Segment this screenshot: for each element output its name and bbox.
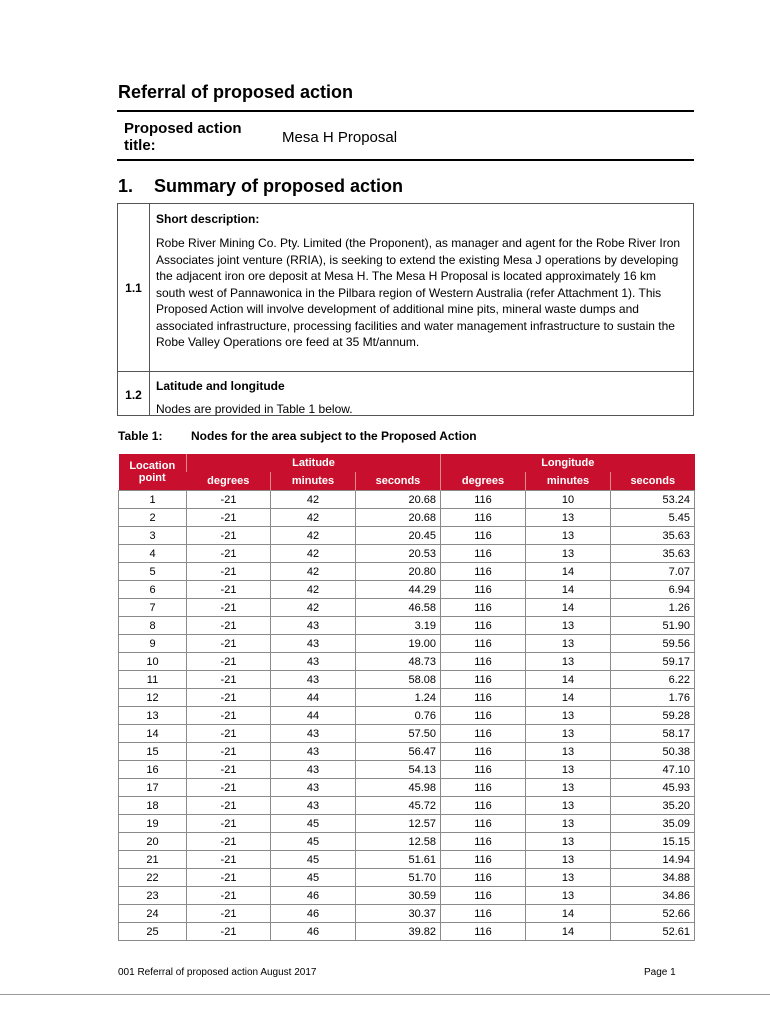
- cell-long-minutes: 13: [526, 779, 611, 797]
- cell-long-minutes: 13: [526, 545, 611, 563]
- cell-long-seconds: 50.38: [611, 743, 695, 761]
- cell-lat-minutes: 43: [271, 617, 356, 635]
- cell-location-point: 17: [119, 779, 187, 797]
- section-title: Summary of proposed action: [154, 176, 404, 196]
- cell-long-degrees: 116: [441, 671, 526, 689]
- cell-location-point: 9: [119, 635, 187, 653]
- cell-long-degrees: 116: [441, 635, 526, 653]
- cell-long-minutes: 14: [526, 581, 611, 599]
- cell-lat-seconds: 46.58: [356, 599, 441, 617]
- cell-lat-degrees: -21: [187, 761, 271, 779]
- cell-long-minutes: 13: [526, 635, 611, 653]
- table-row: [119, 653, 695, 671]
- cell-lat-seconds: 44.29: [356, 581, 441, 599]
- cell-long-degrees: 116: [441, 581, 526, 599]
- cell-long-seconds: 34.86: [611, 887, 695, 905]
- cell-lat-seconds: 51.70: [356, 869, 441, 887]
- table-row: [119, 509, 695, 527]
- cell-long-minutes: 14: [526, 905, 611, 923]
- cell-long-degrees: 116: [441, 617, 526, 635]
- cell-long-degrees: 116: [441, 653, 526, 671]
- summary-row-divider: [118, 371, 693, 372]
- table-row: [119, 905, 695, 923]
- cell-location-point: 15: [119, 743, 187, 761]
- cell-long-minutes: 13: [526, 617, 611, 635]
- cell-long-minutes: 13: [526, 743, 611, 761]
- cell-long-seconds: 59.17: [611, 653, 695, 671]
- cell-lat-seconds: 20.45: [356, 527, 441, 545]
- cell-long-minutes: 13: [526, 653, 611, 671]
- cell-lat-degrees: -21: [187, 617, 271, 635]
- cell-long-degrees: 116: [441, 923, 526, 941]
- table-row: [119, 869, 695, 887]
- table-row: [119, 725, 695, 743]
- cell-lat-seconds: 19.00: [356, 635, 441, 653]
- cell-long-minutes: 14: [526, 689, 611, 707]
- proposed-action-value: Mesa H Proposal: [282, 129, 398, 146]
- cell-long-minutes: 13: [526, 851, 611, 869]
- table-row: [119, 797, 695, 815]
- cell-lat-degrees: -21: [187, 509, 271, 527]
- header-long-seconds: seconds: [611, 472, 695, 491]
- cell-lat-degrees: -21: [187, 689, 271, 707]
- cell-location-point: 19: [119, 815, 187, 833]
- cell-long-seconds: 15.15: [611, 833, 695, 851]
- cell-lat-minutes: 45: [271, 869, 356, 887]
- cell-location-point: 2: [119, 509, 187, 527]
- cell-lat-seconds: 51.61: [356, 851, 441, 869]
- cell-lat-minutes: 43: [271, 671, 356, 689]
- footer-document-name: 001 Referral of proposed action August 2017: [118, 967, 317, 978]
- cell-long-seconds: 45.93: [611, 779, 695, 797]
- table-row: [119, 923, 695, 941]
- footer-rule: [0, 994, 770, 995]
- proposed-action-block: [117, 110, 694, 161]
- cell-location-point: 21: [119, 851, 187, 869]
- cell-location-point: 23: [119, 887, 187, 905]
- table-row: [119, 743, 695, 761]
- nodes-table: [118, 454, 695, 941]
- short-description-text: Robe River Mining Co. Pty. Limited (the Proponent), as manager and agent for the Robe River Iron Associates joint venture (RRIA), is seeking to extend the existing Mesa J operations by developing the adjacent iron ore deposit at Mesa H. The Mesa H Proposal is located approximately 16 km south west of Pannawonica in the Pilbara region of Western Australia (refer Attachment 1). This Proposed Action will involve development of additional mine pits, mineral waste dumps and associated infrastructure, processing facilities and water management infrastructure to sustain the Robe Valley Operations ore feed at 35 Mt/annum.: [156, 236, 681, 349]
- cell-long-seconds: 6.94: [611, 581, 695, 599]
- cell-lat-minutes: 43: [271, 725, 356, 743]
- table-row: [119, 599, 695, 617]
- cell-lat-seconds: 1.24: [356, 689, 441, 707]
- cell-long-degrees: 116: [441, 689, 526, 707]
- cell-long-degrees: 116: [441, 815, 526, 833]
- header-lat-degrees: degrees: [187, 472, 271, 491]
- cell-location-point: 24: [119, 905, 187, 923]
- table-row: [119, 689, 695, 707]
- cell-location-point: 3: [119, 527, 187, 545]
- cell-location-point: 11: [119, 671, 187, 689]
- cell-location-point: 16: [119, 761, 187, 779]
- cell-lat-seconds: 20.68: [356, 509, 441, 527]
- cell-lat-minutes: 42: [271, 491, 356, 509]
- header-lat-minutes: minutes: [271, 472, 356, 491]
- cell-long-degrees: 116: [441, 887, 526, 905]
- item-number-1-1: 1.1: [125, 281, 142, 295]
- footer-page-number: Page 1: [644, 967, 676, 978]
- cell-location-point: 7: [119, 599, 187, 617]
- cell-lat-degrees: -21: [187, 923, 271, 941]
- cell-long-seconds: 52.66: [611, 905, 695, 923]
- cell-lat-minutes: 46: [271, 923, 356, 941]
- cell-long-minutes: 13: [526, 869, 611, 887]
- cell-long-seconds: 5.45: [611, 509, 695, 527]
- cell-lat-degrees: -21: [187, 797, 271, 815]
- cell-lat-degrees: -21: [187, 653, 271, 671]
- cell-lat-minutes: 42: [271, 545, 356, 563]
- cell-long-seconds: 35.09: [611, 815, 695, 833]
- cell-lat-minutes: 46: [271, 887, 356, 905]
- cell-lat-minutes: 43: [271, 635, 356, 653]
- cell-long-seconds: 52.61: [611, 923, 695, 941]
- cell-long-seconds: 34.88: [611, 869, 695, 887]
- cell-long-minutes: 14: [526, 671, 611, 689]
- cell-lat-seconds: 20.80: [356, 563, 441, 581]
- cell-long-minutes: 14: [526, 563, 611, 581]
- cell-lat-seconds: 20.68: [356, 491, 441, 509]
- section-heading: [118, 176, 403, 197]
- table-header-row: [119, 454, 695, 472]
- cell-lat-minutes: 42: [271, 581, 356, 599]
- cell-lat-minutes: 43: [271, 797, 356, 815]
- cell-long-degrees: 116: [441, 761, 526, 779]
- cell-lat-degrees: -21: [187, 581, 271, 599]
- cell-lat-degrees: -21: [187, 671, 271, 689]
- cell-lat-degrees: -21: [187, 527, 271, 545]
- header-latitude: Latitude: [187, 454, 441, 472]
- document-title: Referral of proposed action: [118, 82, 354, 102]
- cell-long-degrees: 116: [441, 527, 526, 545]
- cell-lat-minutes: 45: [271, 815, 356, 833]
- cell-long-seconds: 59.56: [611, 635, 695, 653]
- header-long-minutes: minutes: [526, 472, 611, 491]
- cell-lat-minutes: 42: [271, 599, 356, 617]
- table-caption-number: Table 1:: [118, 429, 163, 443]
- cell-lat-seconds: 20.53: [356, 545, 441, 563]
- cell-lat-seconds: 48.73: [356, 653, 441, 671]
- cell-lat-degrees: -21: [187, 635, 271, 653]
- lat-long-text: Nodes are provided in Table 1 below.: [156, 402, 353, 416]
- cell-lat-minutes: 42: [271, 563, 356, 581]
- cell-long-seconds: 35.63: [611, 545, 695, 563]
- cell-lat-seconds: 45.98: [356, 779, 441, 797]
- cell-lat-seconds: 0.76: [356, 707, 441, 725]
- cell-lat-seconds: 45.72: [356, 797, 441, 815]
- header-location-point: Location point: [119, 454, 187, 491]
- cell-lat-minutes: 45: [271, 851, 356, 869]
- cell-lat-minutes: 43: [271, 779, 356, 797]
- table-caption-title: Nodes for the area subject to the Proposed Action: [191, 429, 477, 443]
- cell-lat-seconds: 57.50: [356, 725, 441, 743]
- cell-lat-seconds: 12.58: [356, 833, 441, 851]
- cell-lat-minutes: 43: [271, 761, 356, 779]
- cell-lat-seconds: 3.19: [356, 617, 441, 635]
- cell-lat-seconds: 39.82: [356, 923, 441, 941]
- cell-long-minutes: 13: [526, 707, 611, 725]
- cell-lat-seconds: 30.37: [356, 905, 441, 923]
- table-row: [119, 851, 695, 869]
- cell-long-seconds: 1.76: [611, 689, 695, 707]
- cell-long-degrees: 116: [441, 779, 526, 797]
- cell-lat-minutes: 44: [271, 689, 356, 707]
- cell-long-degrees: 116: [441, 725, 526, 743]
- cell-lat-minutes: 43: [271, 653, 356, 671]
- cell-lat-seconds: 56.47: [356, 743, 441, 761]
- cell-long-minutes: 13: [526, 725, 611, 743]
- cell-long-seconds: 51.90: [611, 617, 695, 635]
- cell-lat-degrees: -21: [187, 833, 271, 851]
- cell-long-seconds: 14.94: [611, 851, 695, 869]
- cell-long-degrees: 116: [441, 509, 526, 527]
- cell-location-point: 20: [119, 833, 187, 851]
- cell-long-minutes: 14: [526, 599, 611, 617]
- cell-lat-seconds: 58.08: [356, 671, 441, 689]
- table-row: [119, 761, 695, 779]
- cell-lat-minutes: 42: [271, 509, 356, 527]
- table-row: [119, 563, 695, 581]
- table-row: [119, 581, 695, 599]
- cell-location-point: 10: [119, 653, 187, 671]
- cell-location-point: 12: [119, 689, 187, 707]
- table-row: [119, 545, 695, 563]
- cell-long-degrees: 116: [441, 563, 526, 581]
- table-row: [119, 671, 695, 689]
- cell-lat-minutes: 42: [271, 527, 356, 545]
- cell-long-degrees: 116: [441, 743, 526, 761]
- cell-lat-degrees: -21: [187, 905, 271, 923]
- lat-long-label: Latitude and longitude: [156, 379, 285, 393]
- cell-long-minutes: 13: [526, 815, 611, 833]
- nodes-table-body: [119, 491, 695, 941]
- proposed-action-label: Proposed action title:: [124, 120, 242, 154]
- cell-long-degrees: 116: [441, 545, 526, 563]
- table-row: [119, 635, 695, 653]
- table-row: [119, 617, 695, 635]
- cell-lat-seconds: 54.13: [356, 761, 441, 779]
- cell-lat-minutes: 45: [271, 833, 356, 851]
- cell-lat-degrees: -21: [187, 743, 271, 761]
- cell-location-point: 14: [119, 725, 187, 743]
- cell-long-seconds: 58.17: [611, 725, 695, 743]
- table-row: [119, 707, 695, 725]
- section-number: 1.: [118, 176, 134, 196]
- cell-lat-degrees: -21: [187, 815, 271, 833]
- cell-location-point: 6: [119, 581, 187, 599]
- cell-lat-minutes: 43: [271, 743, 356, 761]
- cell-long-minutes: 14: [526, 923, 611, 941]
- cell-long-minutes: 13: [526, 887, 611, 905]
- header-longitude: Longitude: [441, 454, 695, 472]
- cell-long-minutes: 13: [526, 797, 611, 815]
- cell-lat-degrees: -21: [187, 851, 271, 869]
- cell-lat-seconds: 30.59: [356, 887, 441, 905]
- cell-location-point: 25: [119, 923, 187, 941]
- short-description-label: Short description:: [156, 212, 260, 226]
- cell-lat-degrees: -21: [187, 725, 271, 743]
- cell-long-degrees: 116: [441, 797, 526, 815]
- cell-long-minutes: 13: [526, 761, 611, 779]
- table-row: [119, 491, 695, 509]
- cell-location-point: 4: [119, 545, 187, 563]
- cell-lat-minutes: 46: [271, 905, 356, 923]
- cell-lat-degrees: -21: [187, 491, 271, 509]
- cell-long-degrees: 116: [441, 851, 526, 869]
- cell-long-minutes: 13: [526, 833, 611, 851]
- cell-location-point: 5: [119, 563, 187, 581]
- cell-long-seconds: 53.24: [611, 491, 695, 509]
- cell-long-degrees: 116: [441, 869, 526, 887]
- table-row: [119, 815, 695, 833]
- cell-location-point: 22: [119, 869, 187, 887]
- cell-location-point: 13: [119, 707, 187, 725]
- cell-lat-degrees: -21: [187, 779, 271, 797]
- cell-lat-degrees: -21: [187, 545, 271, 563]
- table-row: [119, 527, 695, 545]
- cell-long-seconds: 35.63: [611, 527, 695, 545]
- table-row: [119, 833, 695, 851]
- cell-location-point: 8: [119, 617, 187, 635]
- header-long-degrees: degrees: [441, 472, 526, 491]
- header-lat-seconds: seconds: [356, 472, 441, 491]
- cell-long-seconds: 47.10: [611, 761, 695, 779]
- cell-lat-seconds: 12.57: [356, 815, 441, 833]
- cell-lat-degrees: -21: [187, 563, 271, 581]
- cell-lat-degrees: -21: [187, 887, 271, 905]
- cell-long-seconds: 6.22: [611, 671, 695, 689]
- cell-long-degrees: 116: [441, 905, 526, 923]
- cell-long-degrees: 116: [441, 833, 526, 851]
- cell-long-degrees: 116: [441, 707, 526, 725]
- item-number-1-2: 1.2: [125, 388, 142, 402]
- summary-column-divider: [149, 204, 150, 415]
- cell-long-seconds: 59.28: [611, 707, 695, 725]
- table-row: [119, 887, 695, 905]
- table-row: [119, 779, 695, 797]
- cell-lat-degrees: -21: [187, 707, 271, 725]
- cell-long-seconds: 35.20: [611, 797, 695, 815]
- summary-table: [117, 203, 694, 416]
- cell-lat-degrees: -21: [187, 869, 271, 887]
- cell-long-seconds: 7.07: [611, 563, 695, 581]
- cell-long-minutes: 13: [526, 527, 611, 545]
- cell-long-minutes: 10: [526, 491, 611, 509]
- cell-long-seconds: 1.26: [611, 599, 695, 617]
- cell-location-point: 18: [119, 797, 187, 815]
- table-subheader-row: [119, 472, 695, 491]
- cell-lat-minutes: 44: [271, 707, 356, 725]
- cell-long-degrees: 116: [441, 491, 526, 509]
- cell-long-minutes: 13: [526, 509, 611, 527]
- cell-long-degrees: 116: [441, 599, 526, 617]
- cell-location-point: 1: [119, 491, 187, 509]
- cell-lat-degrees: -21: [187, 599, 271, 617]
